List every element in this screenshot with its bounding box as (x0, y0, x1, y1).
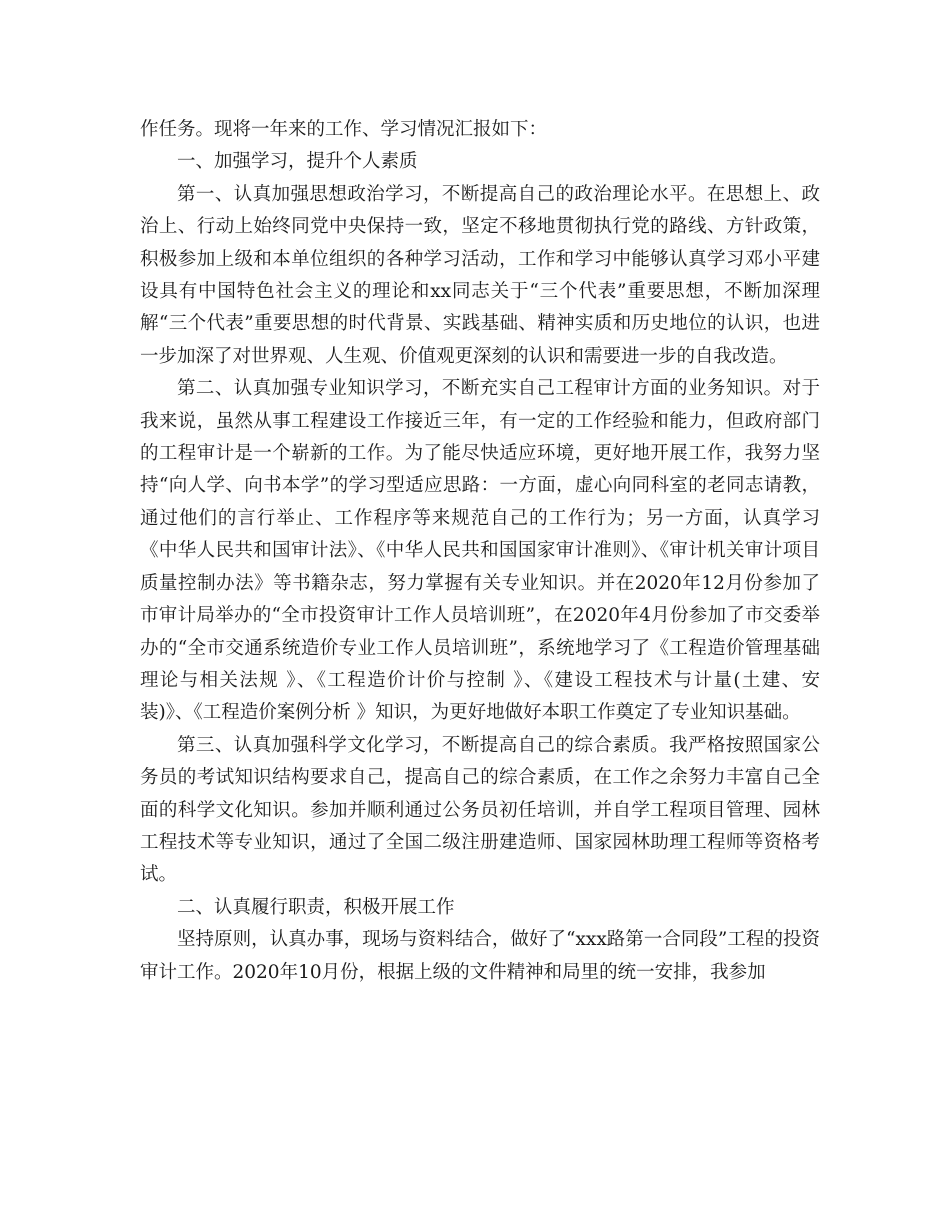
paragraph-political-study: 第一、认真加强思想政治学习，不断提高自己的政治理论水平。在思想上、政治上、行动上始终同党中央保持一致，坚定不移地贯彻执行党的路线、方针政策，积极参加上级和本单位组织的各种学习活动，工作和学习中能够认真学习邓小平建设具有中国特色社会主义的理论和xx同志关于“三个代表”重要思想，不断加深理解“三个代表”重要思想的时代背景、实践基础、精神实质和历史地位的认识，也进一步加深了对世界观、人生观、价值观更深刻的认识和需要进一步的自我改造。 (140, 183, 820, 367)
document-body (140, 114, 820, 989)
paragraph-professional-study: 第二、认真加强专业知识学习，不断充实自己工程审计方面的业务知识。对于我来说，虽然从事工程建设工作接近三年，有一定的工作经验和能力，但政府部门的工程审计是一个崭新的工作。为了能尽快适应环境，更好地开展工作，我努力坚持“向人学、向书本学”的学习型适应思路：一方面，虚心向同科室的老同志请教，通过他们的言行举止、工作程序等来规范自己的工作行为；另一方面，认真学习《中华人民共和国审计法》、《中华人民共和国国家审计准则》、《审计机关审计项目质量控制办法》等书籍杂志，努力掌握有关专业知识。并在2020年12月份参加了市审计局举办的“全市投资审计工作人员培训班”，在2020年4月份参加了市交委举办的“全市交通系统造价专业工作人员培训班”，系统地学习了《工程造价管理基础理论与相关法规 》、《工程造价计价与控制 》、《建设工程技术与计量(土建、安装)》、《工程造价案例分析 》知识，为更好地做好本职工作奠定了专业知识基础。 (140, 378, 820, 724)
section-heading-study: 一、加强学习，提升个人素质 (177, 151, 418, 173)
section-heading-duties: 二、认真履行职责，积极开展工作 (177, 896, 455, 918)
paragraph-report-intro: 作任务。现将一年来的工作、学习情况汇报如下： (140, 119, 548, 140)
paragraph-audit-work: 坚持原则，认真办事，现场与资料结合，做好了“xxx路第一合同段”工程的投资审计工作。2020年10月份，根据上级的文件精神和局里的统一安排，我参加 (140, 929, 820, 983)
paragraph-science-study: 第三、认真加强科学文化学习，不断提高自己的综合素质。我严格按照国家公务员的考试知识结构要求自己，提高自己的综合素质，在工作之余努力丰富自己全面的科学文化知识。参加并顺利通过公务员初任培训，并自学工程项目管理、园林工程技术等专业知识，通过了全国二级注册建造师、国家园林助理工程师等资格考试。 (140, 734, 820, 886)
